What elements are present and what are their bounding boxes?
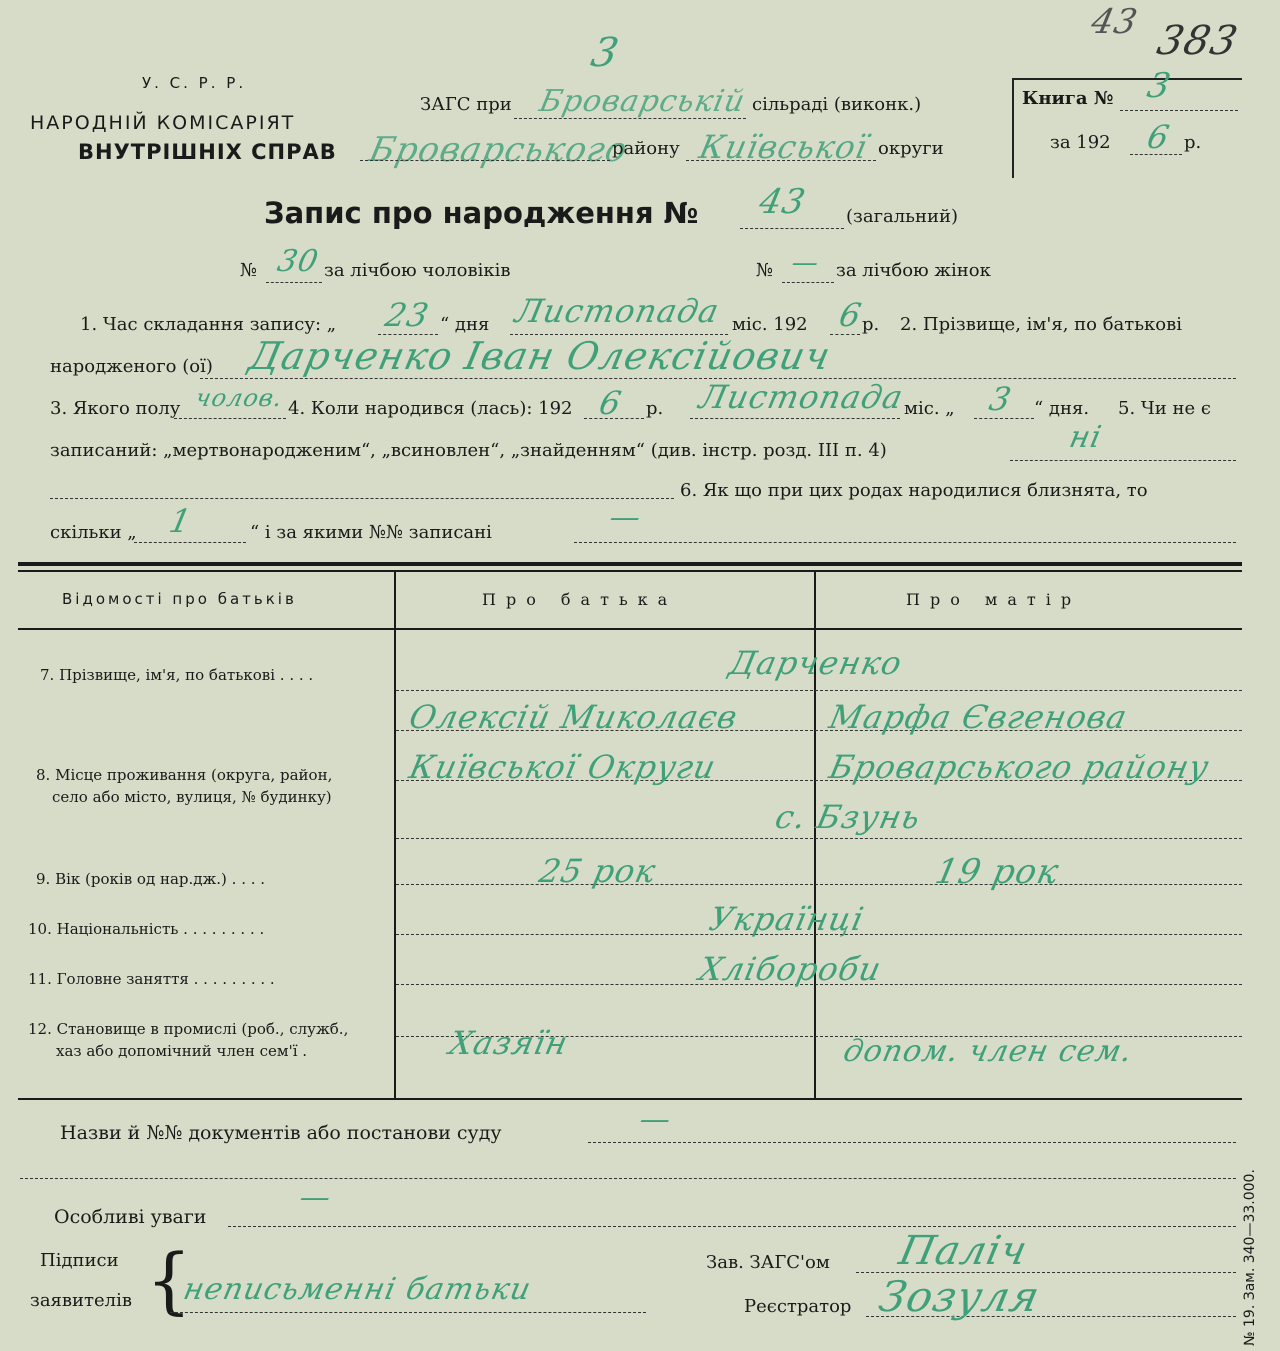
row-line-5 [396,884,1242,885]
rayon-line [360,160,610,161]
q4-month-line [690,418,900,419]
registrar-signature: Зозуля [874,1272,1045,1321]
q1-year-suffix: р. [862,314,880,335]
row-line-1 [396,690,1242,691]
okruha-label: округи [878,138,944,159]
row-label-11: 11. Головне заняття . . . . . . . . . [28,970,275,988]
zags-label: ЗАГС при [420,94,512,115]
q2-label: 2. Прізвище, ім'я, по батькові [900,314,1183,335]
ussr-label: У. С. Р. Р. [142,74,247,92]
q4-label: 4. Коли народився (лась): 192 [288,398,573,419]
q4-year: 6 [595,384,626,422]
row-label-12: 12. Становище в промислі (роб., служб., [28,1020,349,1038]
row-label-9: 9. Вік (років од нар.дж.) . . . . [36,870,266,888]
women-value: — [788,248,823,278]
rayon-value: Броварського [365,130,632,170]
title-number-line [740,228,844,229]
silradi-label: сільраді (виконк.) [752,94,922,115]
book-year-value: 6 [1143,118,1174,156]
table-header-father: Про батька [482,590,678,609]
q3-line [174,418,286,419]
men-value: 30 [274,244,322,279]
table-bottom-rule [18,1098,1242,1100]
row-label-10: 10. Національність . . . . . . . . . [28,920,265,938]
men-line [266,282,322,283]
remarks-line [228,1226,1236,1227]
documents-line [588,1142,1236,1143]
q1-day-suffix: “ дня [440,314,490,335]
men-prefix: № [240,260,258,281]
book-year-label: за 192 [1050,132,1111,153]
book-line [1120,110,1238,111]
row-label-7: 7. Прізвище, ім'я, по батькові . . . . [40,666,314,684]
women-prefix: № [756,260,774,281]
father-name: Олексій Миколаєв [405,698,742,736]
page-title: Запис про народження № [264,196,699,230]
row-label-8b: село або місто, вулиця, № будинку) [52,788,332,806]
father-status: Хазяїн [445,1024,572,1062]
q6-value: 1 [165,502,196,540]
mother-name: Марфа Євгенова [825,698,1131,736]
q4-month: Листопада [695,378,907,416]
documents-line-2 [20,1178,1236,1179]
q6-label: 6. Як що при цих родах народилися близнята, то [680,480,1148,501]
table-header-mother: Про матір [906,590,1082,609]
applicants-value: неписьменні батьки [180,1272,535,1307]
book-label: Книга № [1022,88,1114,109]
table-top-rule [18,562,1242,566]
q5-value: ні [1066,420,1106,455]
commissariat-label: НАРОДНІЙ КОМІСАРІЯТ [30,112,296,134]
row-line-4 [396,838,1242,839]
table-col-sep-1 [394,572,396,1100]
q1-label: 1. Час складання запису: „ [80,314,337,335]
q6-label-cont: скільки „ [50,522,137,543]
father-surname: Дарченко [725,644,906,682]
q6-label-end: “ і за якими №№ записані [250,522,492,543]
father-age: 25 рок [535,852,660,890]
nationality: Українці [705,900,868,938]
father-residence: Київської Округи [405,748,720,786]
men-label: за лічбою чоловіків [324,260,511,281]
table-header-info: Відомості про батьків [62,590,297,608]
book-year-suffix: р. [1184,132,1202,153]
mother-status: допом. член сем. [840,1034,1136,1069]
handwritten-three: 3 [587,30,624,76]
q6-records: — [606,500,645,535]
women-line [782,282,834,283]
table-header-rule [18,628,1242,630]
remarks-value: — [296,1180,335,1215]
title-suffix: (загальний) [846,206,958,227]
q6-blank-line [50,498,674,499]
q3-value: чолов. [193,384,286,412]
q1-day: 23 [381,296,433,334]
child-name: Дарченко Іван Олексійович [245,334,835,378]
q6-records-line [574,542,1236,543]
q5-line [1010,460,1236,461]
q3-label: 3. Якого полу [50,398,181,419]
q6-count-line [134,542,246,543]
registrar-label: Реєстратор [744,1296,852,1317]
q4-day-suffix: “ дня. [1034,398,1090,419]
row-label-8: 8. Місце проживання (округа, район, [36,766,333,784]
documents-label: Назви й №№ документів або постанови суду [60,1122,502,1144]
women-label: за лічбою жінок [836,260,991,281]
okruha-value: Київської [695,128,872,166]
signatures-label: Підписи [40,1250,119,1271]
row-label-12b: хаз або допомічний член сем'ї . [56,1042,308,1060]
zags-value: Броварській [536,84,749,119]
q1-month: Листопада [511,292,723,330]
q4-day: 3 [985,380,1016,418]
title-number: 43 [755,182,810,222]
q4-year-suffix: р. [646,398,664,419]
page-number: 383 [1153,18,1243,64]
applicants-label: заявителів [30,1290,132,1311]
remarks-label: Особливі уваги [54,1206,207,1228]
head-label: Зав. ЗАГС'ом [706,1252,830,1273]
q5-label: 5. Чи не є [1118,398,1211,419]
ministry-label: ВНУТРІШНІХ СПРАВ [78,140,337,164]
q4-month-suffix: міс. „ [904,398,955,419]
documents-value: — [636,1102,675,1137]
book-value: 3 [1143,66,1175,106]
mother-age: 19 рок [931,852,1063,892]
q2-label-cont: народженого (ої) [50,356,213,377]
side-print: № 19. Зам. 340—33.000. [1242,1169,1258,1346]
applicants-line [170,1312,646,1313]
father-residence-village: с. Бзунь [771,798,925,836]
head-signature: Паліч [895,1228,1032,1274]
table-top-rule-thin [18,570,1242,572]
q4-day-line [974,418,1034,419]
mother-residence: Броварського району [825,748,1213,786]
occupation: Хлібороби [695,950,886,988]
q5-label-cont: записаний: „мертвонародженим“, „всиновлен“, „знайденням“ (див. інстр. розд. III п. 4) [50,440,887,461]
rayon-label: району [612,138,680,159]
q1-year: 6 [835,296,866,334]
q1-month-suffix: міс. 192 [732,314,808,335]
applicants-brace: { [146,1238,192,1322]
sheet-number: 43 [1087,2,1142,42]
